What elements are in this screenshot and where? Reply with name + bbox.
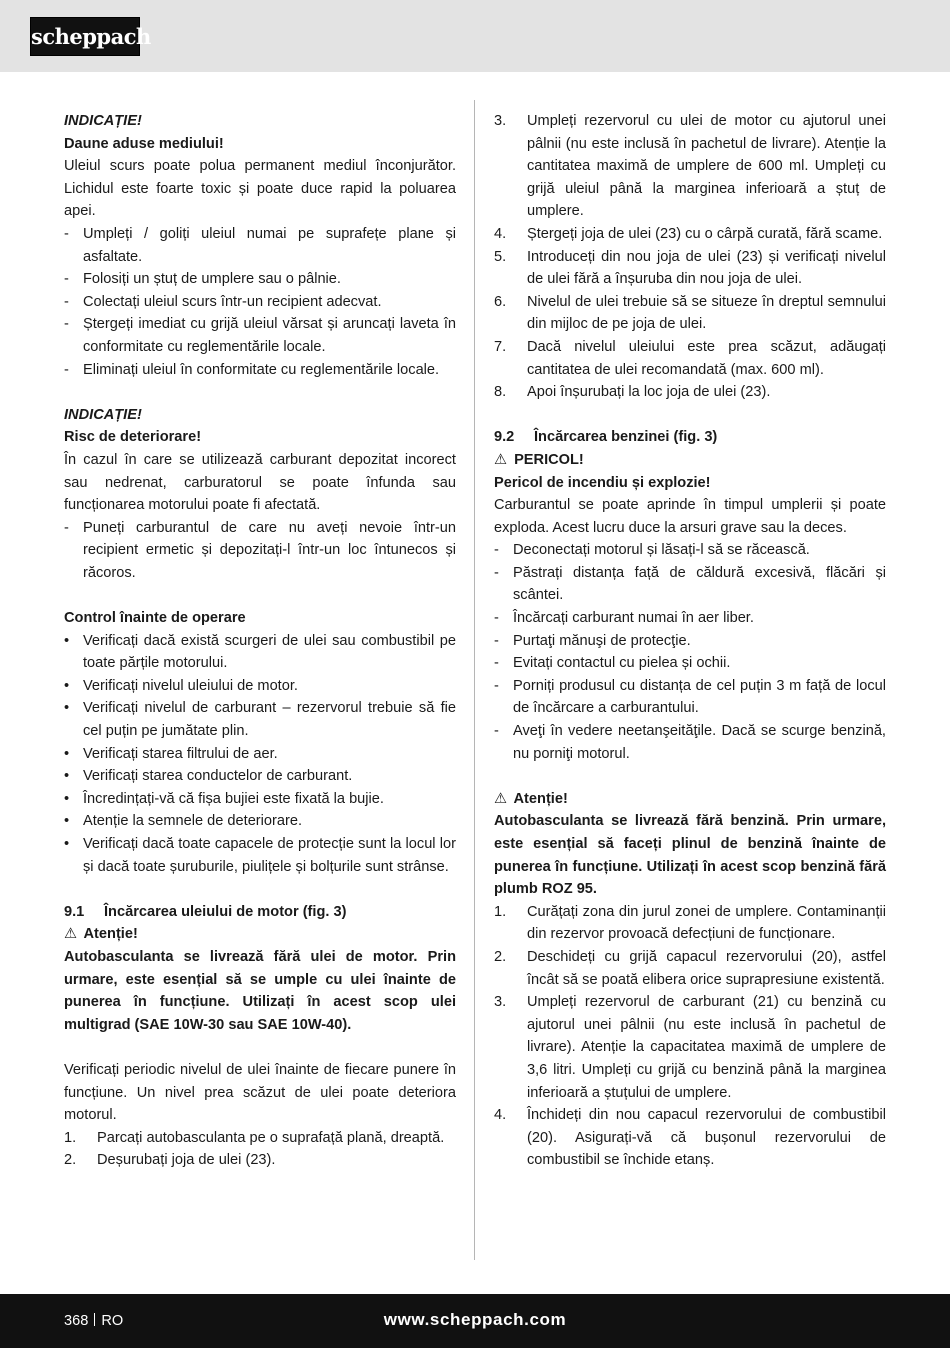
list-item: • Verificați nivelul uleiului de motor. [64,677,298,694]
column-divider [474,100,475,1260]
footer-bar [0,1294,950,1348]
list-item: - Păstrați distanța față de căldură excesivă, flăcări și scântei. [494,564,886,604]
danger-text: Carburantul se poate aprinde în timpul umplerii și poate exploda. Acest lucru duce la arsuri grave sau la deces. [494,497,886,536]
left-column [64,110,456,1172]
step-item: 3. Umpleți rezervorul cu ulei de motor cu ajutorul unei pâlnii (nu este inclusă în pachetul de livrare). Atenție la cantitatea maximă de umplere de 600 ml. Umpleți cu grijă uleiul până la marginea inferioară a ștuț de umplere. [494,113,886,220]
list-item: - Colectați uleiul scurs într-un recipient adecvat. [64,293,382,310]
section-9-2-heading [494,426,886,449]
brand-logo: scheppach [30,17,140,56]
page-number: 368 [64,1313,89,1329]
step-item: 1. Curățați zona din jurul zonei de umplere. Contaminanții din rezervor provoacă defecțiuni de funcționare. [494,903,886,943]
step-item: 3. Umpleți rezervorul de carburant (21) cu benzină cu ajutorul unei pâlnii (nu este inclusă în pachetul de livrare). Atenție la capacitatea maximă de umplere de 3,6 litri. Umpleți cu grijă cu benzină până la marginea inferioară a ștuțului de umplere. [494,994,886,1101]
step-item: 2. Deschideți cu grijă capacul rezervorului (20), astfel încât să se poată elibera orice suprapresiune existentă. [494,948,886,988]
list-item: • Atenție la semnele de deteriorare. [64,813,303,830]
note-subheading: Daune aduse mediului! [64,135,224,152]
warning-label: ⚠ Atenție! [64,923,456,946]
oil-steps-continued [494,110,886,404]
warning-triangle-icon: ⚠ [494,451,508,468]
list-item: • Verificați dacă toate capacele de protecție sunt la locul lor și dacă toate șuruburile, piulițele și bolțurile sunt strânse. [64,836,456,875]
section-title: Încărcarea benzinei (fig. 3) [534,429,718,446]
right-column [494,110,886,1172]
warning-text: Autobasculanta se livrează fără ulei de motor. Prin urmare, este esențial să se umple cu ulei înainte de punerea în funcțiune. Utilizați în acest scop ulei multigrad (SAE 10W-30 sau SAE 10W-40). [64,948,456,1033]
section-heading: Control înainte de operare [64,610,246,627]
list-item: - Ștergeți imediat cu grijă uleiul vărsat și aruncați laveta în conformitate cu reglementările locale. [64,316,456,355]
section-9-1-heading [64,901,456,924]
step-item: 6. Nivelul de ulei trebuie să se situeze în dreptul semnului din mijloc de pe joja de ulei. [494,293,886,333]
fuel-safety-list [494,539,886,765]
step-item: 4. Închideți din nou capacul rezervorului de combustibil (20). Asigurați-vă că bușonul rezervorului de combustibil se închide etanș. [494,1107,886,1169]
list-item: - Aveţi în vedere neetanşeităţile. Dacă se scurge benzină, nu porniţi motorul. [494,723,886,762]
list-item: - Eliminați uleiul în conformitate cu reglementările locale. [64,361,440,378]
list-item: - Deconectați motorul și lăsați-l să se răcească. [494,542,810,559]
list-item: • Verificați starea filtrului de aer. [64,745,278,762]
list-item: - Încărcați carburant numai în aer liber. [494,610,754,627]
step-item: 1. Parcați autobasculanta pe o suprafață plană, dreaptă. [64,1129,445,1146]
list-item: - Evitați contactul cu pielea și ochii. [494,655,731,672]
note-heading: INDICAȚIE! [64,406,142,423]
list-item: - Folosiți un ștuț de umplere sau o pâlnie. [64,271,341,288]
fuel-steps [494,901,886,1172]
section-number: 9.1 [64,903,85,920]
paragraph: Verificați periodic nivelul de ulei înainte de fiecare punere în funcțiune. Un nivel prea scăzut de ulei poate deteriora motorul. [64,1061,456,1124]
list-item: - Puneți carburantul de care nu aveți nevoie într-un recipient ermetic și depozitați-l într-un loc întunecos și răcoros. [64,519,456,581]
note-subheading: Risc de deteriorare! [64,429,202,446]
section-number: 9.2 [494,429,515,446]
step-item: 2. Deșurubați joja de ulei (23). [64,1152,276,1169]
language-code: RO [101,1313,124,1329]
step-item: 5. Introduceți din nou joja de ulei (23) și verificați nivelul de ulei fără a înșuruba din nou joja de ulei. [494,248,886,288]
list-item: • Încredințați-vă că fișa bujiei este fixată la bujie. [64,790,384,807]
step-item: 4. Ștergeți joja de ulei (23) cu o cârpă curată, fără scame. [494,225,883,242]
warning-label: ⚠ Atenție! [494,788,886,811]
note-heading: INDICAȚIE! [64,113,142,129]
warning-triangle-icon: ⚠ [64,926,78,943]
danger-label: ⚠ PERICOL! [494,449,886,472]
warning-triangle-icon: ⚠ [494,790,508,807]
list-item: - Porniți produsul cu distanța de cel puțin 3 m față de locul de încărcare a carburantului. [494,677,886,717]
oil-steps [64,1127,456,1172]
step-item: 7. Dacă nivelul uleiului este prea scăzut, adăugați cantitatea de ulei recomandată (max. 600 ml). [494,338,886,378]
warning-text: Autobasculanta se livrează fără benzină. Prin urmare, este esențial să faceți plinul de benzină înainte de punerea în funcțiune. Utilizați în acest scop benzină fără plumb ROZ 95. [494,813,886,898]
list-item: - Umpleți / goliți uleiul numai pe suprafețe plane și asfaltate. [64,225,456,265]
website-link[interactable]: www.scheppach.com [383,1310,567,1329]
step-item: 8. Apoi înșurubați la loc joja de ulei (23). [494,384,771,401]
list-item: • Verificați dacă există scurgeri de ulei sau combustibil pe toate părțile motorului. [64,632,456,672]
list-item: - Purtaţi mănuşi de protecţie. [494,632,691,649]
environment-list [64,223,456,381]
note-text: Uleiul scurs poate polua permanent mediul înconjurător. Lichidul este foarte toxic și poate duce rapid la poluarea apei. [64,158,456,220]
header-bar [0,0,950,72]
list-item: • Verificați nivelul de carburant – rezervorul trebuie să fie cel puțin pe jumătate plin. [64,700,456,740]
note-text: În cazul în care se utilizează carburant depozitat incorect sau nedrenat, carburatorul se poate înfunda sau funcționarea motorului poate fi afectată. [64,451,456,514]
section-title: Încărcarea uleiului de motor (fig. 3) [104,903,347,920]
control-list [64,630,456,879]
danger-subheading: Pericol de incendiu și explozie! [494,474,711,491]
damage-list [64,517,456,585]
list-item: • Verificați starea conductelor de carburant. [64,768,353,785]
